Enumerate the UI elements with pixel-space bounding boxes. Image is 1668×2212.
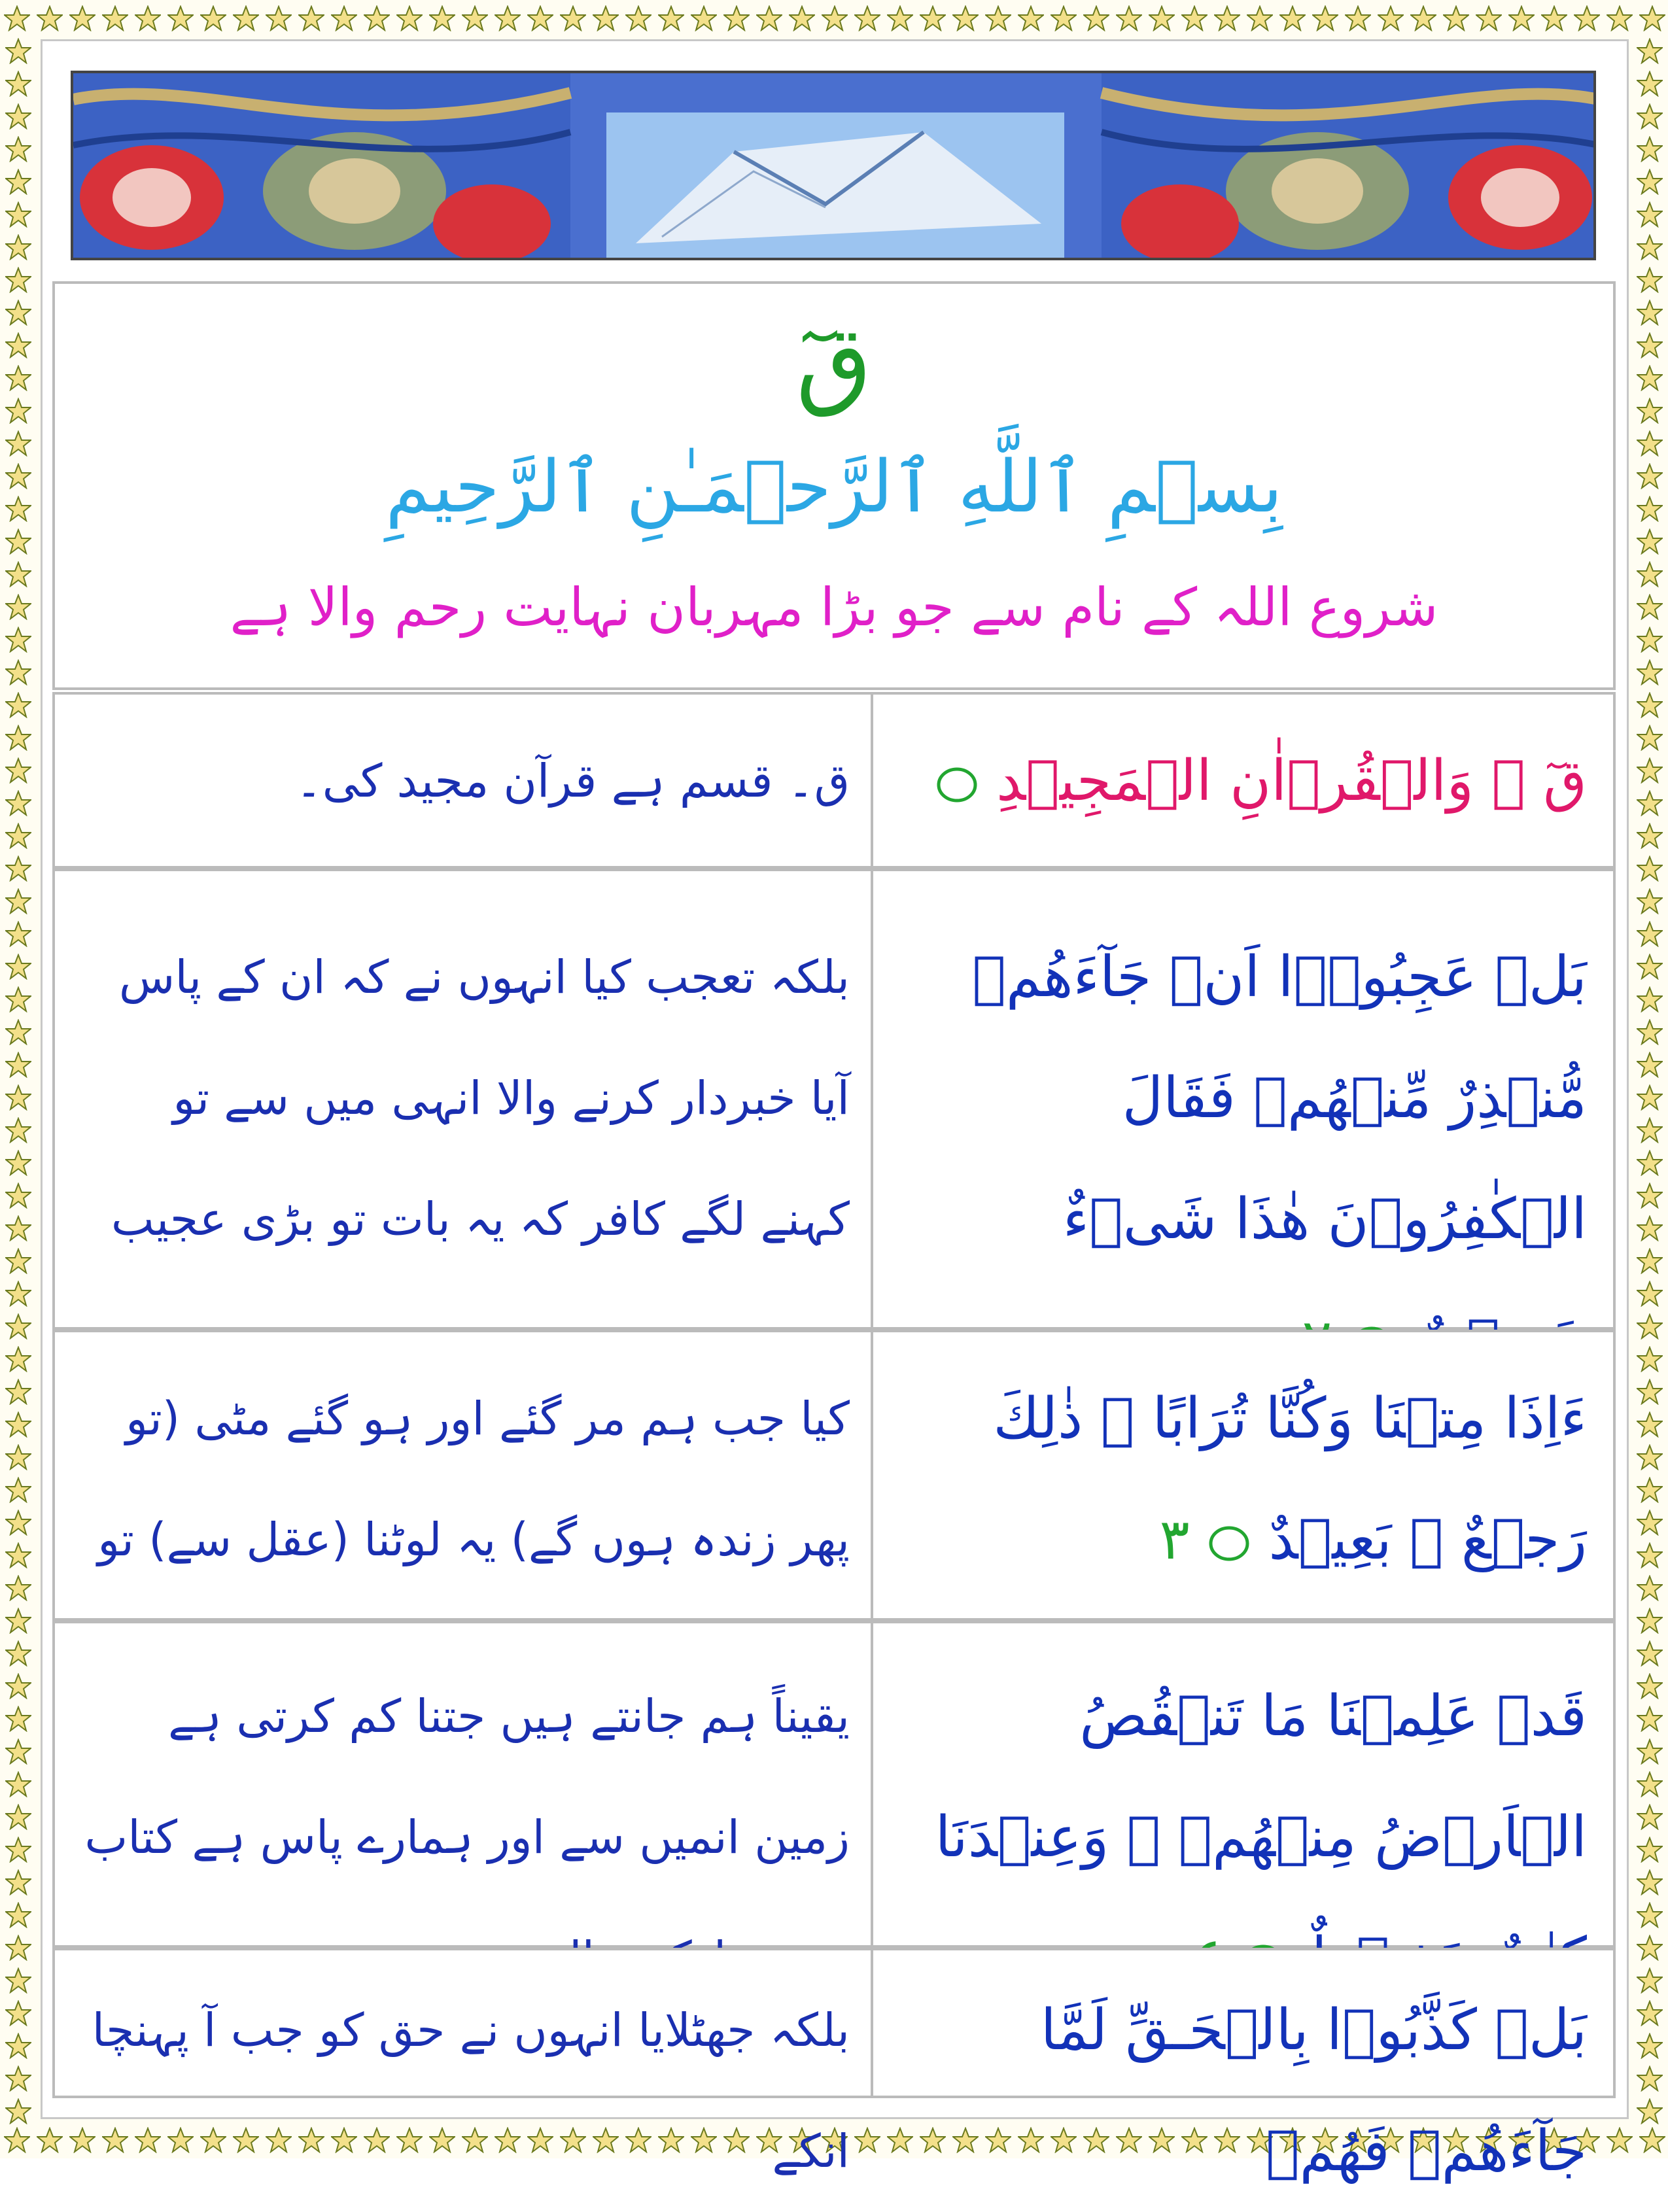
bismillah-translation: شروع اللہ کے نام سے جو بڑا مہربان نہایت رحم والا ہے <box>230 577 1438 638</box>
banner-ornament-icon <box>73 73 1596 260</box>
verse-row <box>52 1330 1616 1621</box>
urdu-cell <box>55 1950 876 2178</box>
ayah-marker-icon <box>935 765 979 805</box>
arabic-cell <box>871 1332 1613 1618</box>
urdu-cell <box>55 1623 876 1945</box>
ayah-number: ٣ <box>1159 1507 1190 1572</box>
arabic-text: بَلۡ كَذَّبُوۡا بِالۡحَـقِّ لَمَّا جَآءَهُمۡ فَهُمۡ <box>1040 1997 1587 2184</box>
urdu-cell <box>55 1332 876 1618</box>
arabic-cell <box>871 1623 1613 1945</box>
arabic-text: قَدۡ عَلِمۡنَا مَا تَنۡقُصُ الۡاَرۡضُ مِنۡهُمۡ ۚ وَعِنۡدَنَا <box>935 1684 1587 1870</box>
ayah-marker-icon <box>1208 1523 1251 1564</box>
arabic-text: قٓ ۚ وَالۡقُرۡاٰنِ الۡمَجِيۡدِ <box>996 748 1587 814</box>
arabic-text: بَلۡ عَجِبُوۡۤا اَنۡ جَآءَهُمۡ مُّنۡذِرٌ مِّنۡهُمۡ فَقَالَ الۡكٰفِرُوۡنَ هٰذَا شَىۡءٌ <box>972 944 1587 1252</box>
verse-row <box>52 1621 1616 1948</box>
urdu-text: یقیناً ہم جانتے ہیں جتنا کم کرتی ہے زمین انمیں سے اور ہمارے پاس ہے کتاب <box>84 1689 850 1864</box>
surah-header <box>52 281 1616 690</box>
urdu-cell <box>55 695 876 866</box>
urdu-text: ق۔ قسم ہے قرآن مجید کی۔ <box>295 754 850 808</box>
urdu-text: بلکہ جھٹلایا انہوں نے حق کو جب آ پہنچا انکے <box>92 2003 850 2178</box>
arabic-text: ءَاِذَا مِتۡنَا وَكُنَّا تُرَابًا ۚ ذٰلِكَ رَجۡعٌ ۢ بَعِيۡدٌ <box>993 1386 1587 1572</box>
urdu-text: بلکہ تعجب کیا انہوں نے کہ ان کے پاس آیا خبردار کرنے والا انہی میں سے تو کہنے لگے کافر کہ یہ بات تو بڑی عجیب <box>111 950 850 1246</box>
verse-row <box>52 692 1616 869</box>
verse-row <box>52 869 1616 1330</box>
verse-row <box>52 1948 1616 2184</box>
arabic-cell <box>871 871 1613 1327</box>
bismillah: بِسۡمِ ٱللَّهِ ٱلرَّحۡمَـٰنِ ٱلرَّحِيمِ <box>385 445 1283 528</box>
arabic-cell <box>871 1950 1613 2184</box>
urdu-text: کیا جب ہم مر گئے اور ہو گئے مٹی (تو پھر زندہ ہوں گے) یہ لوٹنا (عقل سے) تو <box>97 1392 850 1566</box>
surah-title: قٓ <box>795 305 873 419</box>
ornament-banner <box>71 71 1596 260</box>
arabic-cell <box>871 695 1613 866</box>
urdu-cell <box>55 871 876 1327</box>
